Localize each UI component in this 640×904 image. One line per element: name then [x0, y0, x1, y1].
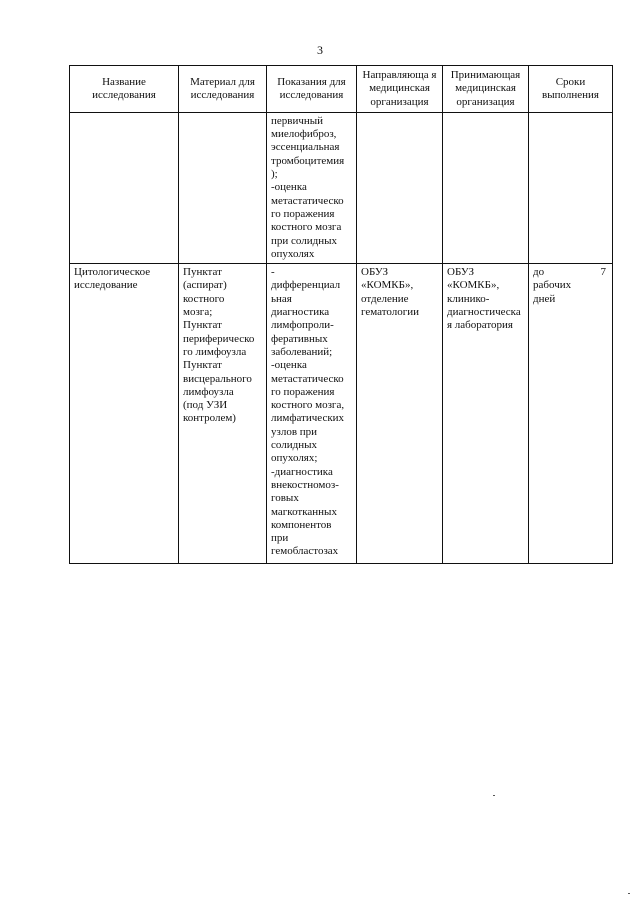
cell-deadline	[529, 112, 613, 263]
header-material: Материал для исследования	[179, 66, 267, 113]
cell-material	[179, 112, 267, 263]
header-receiving-organization: Принимающая медицинская организация	[443, 66, 529, 113]
table-header-row	[70, 66, 613, 113]
research-table	[69, 65, 613, 564]
cell-referring-organization: ОБУЗ «КОМКБ», отделение гематологии	[357, 264, 443, 564]
deadline-number: 7	[600, 266, 606, 279]
cell-indications: первичный миелофиброз, эссенциальная тромбоцитемия ); -оценка метастатическо го поражения костного мозга при солидных опухолях	[267, 112, 357, 263]
header-research-name: Название исследования	[70, 66, 179, 113]
deadline-suffix: рабочих дней	[533, 279, 572, 305]
table-row	[70, 112, 613, 263]
cell-deadline	[529, 264, 613, 564]
cell-research-name	[70, 112, 179, 263]
header-deadline: Сроки выполнения	[529, 66, 613, 113]
header-referring-organization: Направляюща я медицинская организация	[357, 66, 443, 113]
cell-receiving-organization	[443, 112, 529, 263]
table-row	[70, 264, 613, 564]
cell-research-name: Цитологическое исследование	[70, 264, 179, 564]
page-number: 3	[317, 43, 323, 57]
scan-speck	[493, 795, 495, 796]
cell-material: Пунктат (аспират) костного мозга; Пунктат периферическо го лимфоузла Пунктат висцерального лимфоузла (под УЗИ контролем)	[179, 264, 267, 564]
cell-receiving-organization: ОБУЗ «КОМКБ», клинико- диагностическа я лаборатория	[443, 264, 529, 564]
header-indications: Показания для исследования	[267, 66, 357, 113]
cell-indications: - дифференциал ьная диагностика лимфопроли- феративных заболеваний; -оценка метастатическо го поражения костного мозга, лимфатических узлов при солидных опухолях; -диагностика внекостномоз- говых магкотканных компонентов при гемобластозах	[267, 264, 357, 564]
deadline-prefix: до	[533, 266, 545, 279]
cell-referring-organization	[357, 112, 443, 263]
scan-speck	[628, 893, 630, 894]
